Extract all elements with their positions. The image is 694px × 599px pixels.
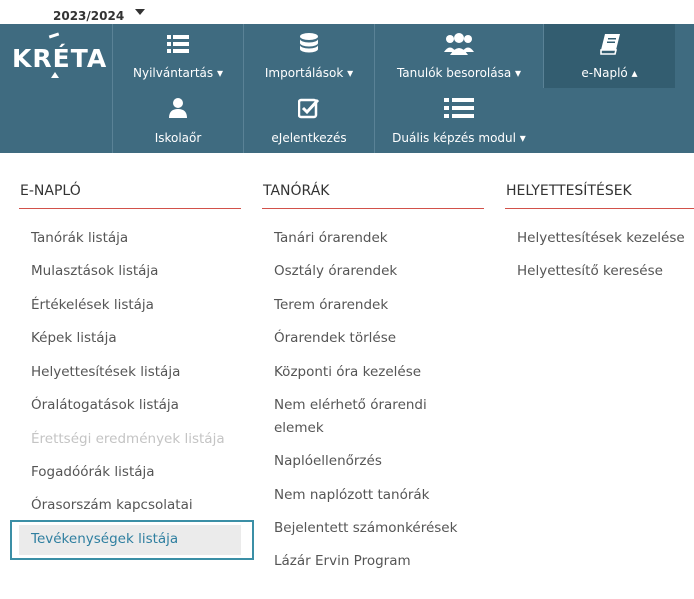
users-icon: [444, 33, 474, 55]
nav-ejelentkezes-label: eJelentkezés: [271, 131, 347, 145]
book-icon: [599, 33, 621, 55]
menu-item-bejelentett-szamonkeresek[interactable]: Bejelentett számonkérések: [274, 520, 458, 536]
nav-importalasok-label: Importálások ▾: [264, 66, 354, 80]
checkbox-icon: [298, 97, 320, 119]
menu-item-nem-elerheto-orarendi-elemek-line2[interactable]: elemek: [274, 420, 324, 436]
menu-item-erettsegi-eredmenyek-listaja: Érettségi eredmények listája: [31, 431, 225, 447]
enaplo-column-rule: [19, 208, 241, 209]
database-icon: [299, 33, 319, 55]
caret-down-icon[interactable]: [135, 9, 145, 15]
nav-iskolaor-label: Iskolaőr: [154, 131, 202, 145]
menu-item-tevekenysegek-listaja[interactable]: Tevékenységek listája: [31, 531, 179, 547]
menu-item-tanorak-listaja[interactable]: Tanórák listája: [31, 230, 129, 246]
menu-item-kozponti-ora-kezelese[interactable]: Központi óra kezelése: [274, 364, 422, 380]
tanorak-column-rule: [262, 208, 484, 209]
nav-nyilvantartas[interactable]: [113, 24, 243, 88]
nav-nyilvantartas-label: Nyilvántartás ▾: [133, 66, 223, 80]
helyettesitesek-column-title: HELYETTESÍTÉSEK: [506, 183, 632, 199]
tanorak-column-title: TANÓRÁK: [263, 183, 330, 199]
menu-item-orasorszam-kapcsolatai[interactable]: Órasorszám kapcsolatai: [31, 497, 193, 513]
menu-item-terem-orarendek[interactable]: Terem órarendek: [274, 297, 389, 313]
menu-item-helyettesitesek-listaja[interactable]: Helyettesítések listája: [31, 364, 181, 380]
kreta-logo[interactable]: KRÉTA: [12, 44, 108, 73]
menu-item-oralatogatasok-listaja[interactable]: Óralátogatások listája: [31, 397, 179, 413]
menu-item-naploellenorzes[interactable]: Naplóellenőrzés: [274, 453, 382, 469]
school-year-select[interactable]: 2023/2024: [53, 9, 125, 23]
nav-dualis-kepzes[interactable]: [375, 88, 543, 153]
menu-item-lazar-ervin-program[interactable]: Lázár Ervin Program: [274, 553, 411, 569]
menu-item-tanari-orarendek[interactable]: Tanári órarendek: [274, 230, 388, 246]
nav-tanulok-besorolasa[interactable]: [375, 24, 543, 88]
menu-item-fogadoorak-listaja[interactable]: Fogadóórák listája: [31, 464, 155, 480]
nav-enaplo-label: e-Napló ▴: [581, 66, 638, 80]
menu-item-mulasztasok-listaja[interactable]: Mulasztások listája: [31, 263, 159, 279]
menu-item-nem-naplozott-tanorak[interactable]: Nem naplózott tanórák: [274, 487, 430, 503]
user-icon: [169, 98, 187, 118]
nav-iskolaor[interactable]: [113, 88, 243, 153]
menu-item-helyettesito-keresese[interactable]: Helyettesítő keresése: [517, 263, 663, 279]
menu-item-kepek-listaja[interactable]: Képek listája: [31, 330, 117, 346]
nav-enaplo[interactable]: [544, 24, 675, 88]
menu-item-orarendek-torlese[interactable]: Órarendek törlése: [274, 330, 397, 346]
logo-triangle: [51, 72, 59, 78]
enaplo-column-title: E-NAPLÓ: [20, 183, 81, 199]
nav-tanulok-label: Tanulók besorolása ▾: [396, 66, 522, 80]
nav-ejelentkezes[interactable]: [244, 88, 374, 153]
list-icon: [167, 35, 189, 53]
menu-item-ertekelesek-listaja[interactable]: Értékelések listája: [31, 297, 154, 313]
school-year-bar: [0, 0, 694, 24]
menu-item-helyettesitesek-kezelese[interactable]: Helyettesítések kezelése: [517, 230, 685, 246]
list-icon: [444, 98, 474, 118]
menu-item-nem-elerheto-orarendi-elemek[interactable]: Nem elérhető órarendi: [274, 397, 427, 413]
nav-dualis-label: Duális képzés modul ▾: [392, 131, 526, 145]
menu-item-osztaly-orarendek[interactable]: Osztály órarendek: [274, 263, 398, 279]
helyettesitesek-column-rule: [505, 208, 694, 209]
nav-importalasok[interactable]: [244, 24, 374, 88]
